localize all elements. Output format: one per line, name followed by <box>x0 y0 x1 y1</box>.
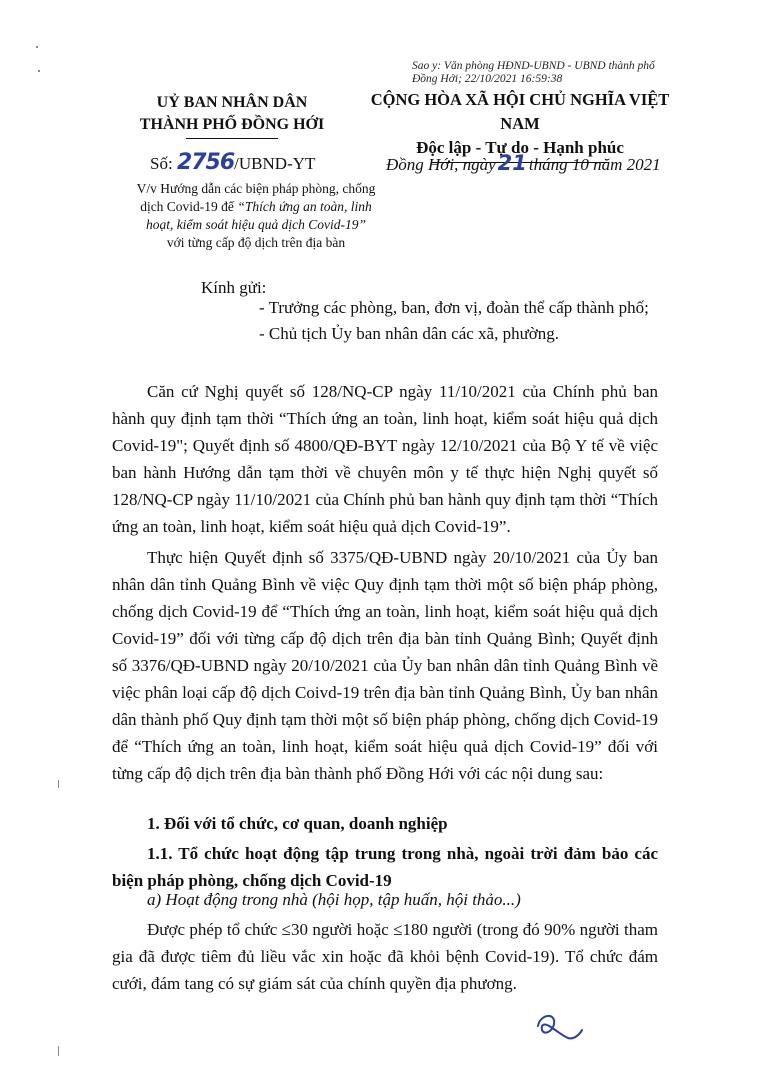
scan-speck <box>58 1046 59 1056</box>
national-title: CỘNG HÒA XÃ HỘI CHỦ NGHĨA VIỆT NAM <box>370 90 670 133</box>
scan-speck <box>38 70 40 72</box>
paragraph-indoor-activities: Được phép tổ chức ≤30 người hoặc ≤180 người (trong đó 90% người tham gia đã được tiêm đủ liều vắc xin hoặc đã khỏi bệnh Covid-19). Tổ chức đám cưới, đám tang có sự giám sát của chính quyền địa phương. <box>112 920 658 993</box>
doc-number-handwritten: 2756 <box>176 150 235 175</box>
subject-line3-italic: hoạt, kiểm soát hiệu quả dịch Covid-19” <box>145 217 367 232</box>
doc-number-suffix: /UBND-YT <box>234 154 316 173</box>
copy-stamp <box>412 60 655 86</box>
section-1-heading: 1. Đối với tổ chức, cơ quan, doanh nghiệp <box>147 814 448 833</box>
issuer-block <box>112 92 352 139</box>
issuer-underline <box>186 138 278 139</box>
date-suffix: tháng 10 năm 2021 <box>528 155 661 174</box>
date-line <box>386 151 661 175</box>
issuer-line1: UỶ BAN NHÂN DÂN <box>156 94 308 111</box>
paragraph-implementation: Thực hiện Quyết định số 3375/QĐ-UBND ngày 20/10/2021 của Ủy ban nhân dân tỉnh Quảng Bình về việc Quy định tạm thời một số biện pháp phòng, chống dịch Covid-19 để “Thích ứng an toàn, linh hoạt, kiểm soát hiệu quả dịch Covid-19” đối với từng cấp độ dịch trên địa bàn tỉnh Quảng Bình; Quyết định số 3376/QĐ-UBND ngày 20/10/2021 của Ủy ban nhân dân tỉnh Quảng Bình về việc phân loại cấp độ dịch Coivd-19 trên địa bàn tỉnh Quảng Bình, Ủy ban nhân dân thành phố Quy định tạm thời một số biện pháp phòng, chống dịch Covid-19 để “Thích ứng an toàn, linh hoạt, kiểm soát hiệu quả dịch Covid-19” đối với từng cấp độ dịch trên địa bàn thành phố Đồng Hới với các nội dung sau: <box>112 548 658 783</box>
recipient-2: - Chủ tịch Ủy ban nhân dân các xã, phường. <box>259 324 560 343</box>
subject-line2-italic: “Thích ứng an toàn, linh <box>237 199 372 214</box>
scan-speck <box>58 780 59 788</box>
subject-line1: V/v Hướng dẫn các biện pháp phòng, chống <box>136 181 376 196</box>
section-a-heading: a) Hoạt động trong nhà (hội họp, tập huấn, hội thảo...) <box>147 890 521 909</box>
doc-number-prefix: Số: <box>150 154 177 173</box>
copy-stamp-line2: Đồng Hới; 22/10/2021 16:59:38 <box>412 73 563 85</box>
initial-signature-mark <box>528 1008 588 1048</box>
subject-line2-plain: dịch Covid-19 để <box>140 199 238 214</box>
salutation: Kính gửi: <box>201 278 267 297</box>
scan-speck <box>36 46 38 48</box>
paragraph-legal-basis: Căn cứ Nghị quyết số 128/NQ-CP ngày 11/10/2021 của Chính phủ ban hành quy định tạm thời “Thích ứng an toàn, linh hoạt, kiểm soát hiệu quả dịch Covid-19"; Quyết định số 4800/QĐ-BYT ngày 12/10/2021 của Bộ Y tế về việc ban hành Hướng dẫn tạm thời về chuyên môn y tế thực hiện Nghị quyết số 128/NQ-CP ngày 11/10/2021 của Chính phủ ban hành quy định tạm thời “Thích ứng an toàn, linh hoạt, kiểm soát hiệu quả dịch Covid-19”. <box>112 382 658 536</box>
copy-stamp-line1: Sao y: Văn phòng HĐND-UBND - UBND thành phố <box>412 60 655 72</box>
national-motto: Độc lập - Tự do - Hạnh phúc <box>416 138 624 157</box>
subject-line4: với từng cấp độ dịch trên địa bàn <box>166 235 346 250</box>
date-day-handwritten: 21 <box>497 151 527 175</box>
subject-block <box>130 180 382 252</box>
date-prefix: Đồng Hới, ngày <box>386 155 496 174</box>
issuer-line2: THÀNH PHỐ ĐỒNG HỚI <box>139 116 325 133</box>
document-number <box>150 150 315 175</box>
section-1-1-heading: 1.1. Tổ chức hoạt động tập trung trong nhà, ngoài trời đảm bảo các biện pháp phòng, chống dịch Covid-19 <box>112 844 658 890</box>
recipient-1: - Trưởng các phòng, ban, đơn vị, đoàn thể cấp thành phố; <box>259 298 649 317</box>
